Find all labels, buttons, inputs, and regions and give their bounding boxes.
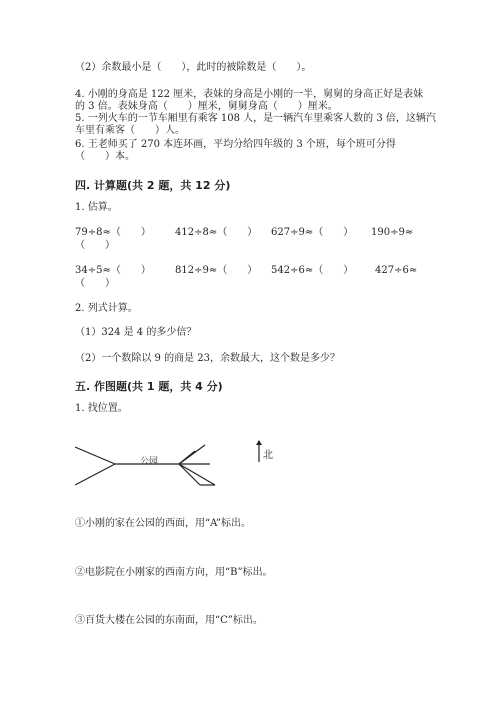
question-4-line-1: 4. 小刚的身高是 122 厘米，表妹的身高是小刚的一半，舅舅的身高正好是表妹: [75, 89, 424, 100]
estimate-item: 34÷5≈（ ）: [75, 265, 151, 276]
question-2-part-2: （2）余数最小是（ ），此时的被除数是（ ）。: [75, 62, 312, 73]
estimate-item: 412÷8≈（ ）: [175, 227, 258, 238]
column-calc-2: （2）一个数除以 9 的商是 23，余数最大，这个数是多少？: [75, 353, 340, 364]
estimate-item: 542÷6≈（ ）: [271, 265, 354, 276]
estimate-title: 1. 估算。: [75, 202, 118, 213]
column-calc-1: （1）324 是 4 的多少倍？: [75, 327, 197, 338]
estimate-item: 190÷9≈: [371, 227, 414, 238]
estimate-item-wrap: （ ）: [75, 278, 115, 289]
map-park-label: 公园: [140, 457, 159, 467]
map-diagram: [75, 437, 225, 497]
task-item-3: ③百货大楼在公园的东南面，用“C”标出。: [75, 615, 263, 626]
north-label: 北: [263, 450, 273, 461]
question-5-line-2: 车里有乘客（ ）人。: [75, 125, 185, 136]
estimate-item: 79÷8≈（ ）: [75, 227, 151, 238]
north-arrow-icon: [255, 440, 263, 462]
task-item-1: ①小刚的家在公园的西面，用“A”标出。: [75, 518, 251, 529]
question-5-line-1: 5. 一列火车的一节车厢里有乘客 108 人，是一辆汽车里乘客人数的 3 倍，这辆汽: [75, 113, 436, 124]
estimate-item-wrap: （ ）: [75, 240, 115, 251]
estimate-item: 812÷9≈（ ）: [175, 265, 258, 276]
column-calc-title: 2. 列式计算。: [75, 303, 138, 314]
question-4-line-2: 的 3 倍。表妹身高（ ）厘米，舅舅身高（ ）厘米。: [75, 101, 338, 112]
estimate-item: 627÷9≈（ ）: [271, 227, 354, 238]
estimate-item: 427÷6≈: [375, 265, 418, 276]
question-6-line-1: 6. 王老师买了 270 本连环画，平均分给四年级的 3 个班，每个班可分得: [75, 139, 396, 150]
task-item-2: ②电影院在小刚家的西南方向，用“B”标出。: [75, 567, 273, 578]
section-5-heading: 五. 作图题(共 1 题，共 4 分): [75, 380, 223, 393]
question-6-line-2: （ ）本。: [75, 151, 135, 162]
section-4-heading: 四. 计算题(共 2 题，共 12 分): [75, 179, 231, 192]
find-position-title: 1. 找位置。: [75, 403, 128, 414]
